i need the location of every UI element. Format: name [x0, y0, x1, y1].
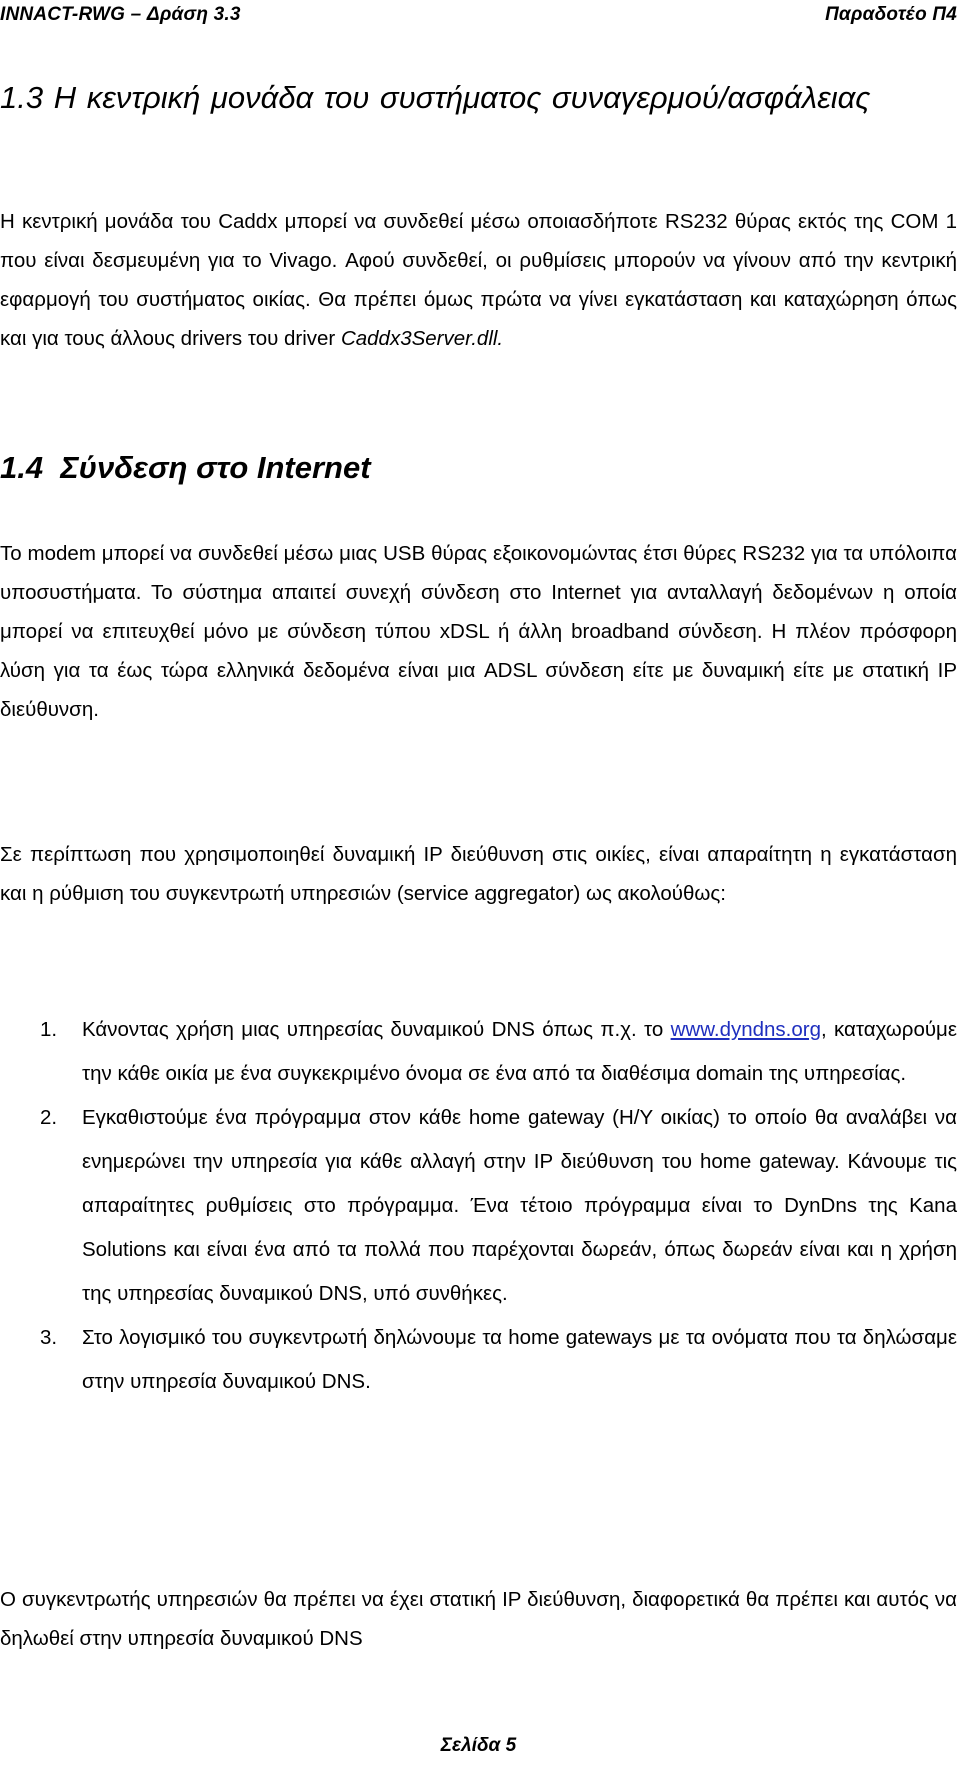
list-item-number: 1.	[40, 1018, 58, 1041]
list-item-number: 2.	[40, 1106, 58, 1129]
list-item	[0, 1316, 957, 1404]
list-item-text-after-link: , καταχωρούμε την κάθε οικία με ένα συγκεκριμένο όνομα σε ένα από τα διαθέσιμα domain της υπηρεσίας.	[82, 1018, 958, 1085]
section-title-1-3: Η κεντρική μονάδα του συστήματος συναγερμού/ασφάλειας	[53, 80, 871, 115]
paragraph-modem: Το modem μπορεί να συνδεθεί μέσω μιας USB θύρας εξοικονομώντας έτσι θύρες RS232 για τα υπόλοιπα υποσυστήματα. Το σύστημα απαιτεί συνεχή σύνδεση στο Internet για ανταλλαγή δεδομένων η οποία μπορεί να επιτευχθεί μόνο με σύνδεση τύπου xDSL ή άλλη broadband σύνδεση. Η πλέον πρόσφορη λύση για τα έως τώρα ελληνικά δεδομένα είναι μια ADSL σύνδεση είτε με δυναμική είτε με στατική IP διεύθυνση.	[0, 542, 957, 721]
driver-filename: Caddx3Server.dll.	[340, 327, 504, 350]
page-number: Σελίδα 5	[440, 1735, 517, 1756]
section-number-1-4: 1.4	[0, 450, 44, 485]
list-item	[0, 1096, 957, 1316]
section-title-1-4: Σύνδεση στο Internet	[60, 450, 371, 485]
dyndns-link[interactable]: www.dyndns.org	[670, 1018, 822, 1041]
paragraph-caddx	[0, 202, 957, 358]
header-deliverable-label: Παραδοτέο Π4	[825, 4, 957, 25]
paragraph-dynamic-ip: Σε περίπτωση που χρησιμοποιηθεί δυναμική IP διεύθυνση στις οικίες, είναι απαραίτητη η εγκατάσταση και η ρύθμιση του συγκεντρωτή υπηρεσιών (service aggregator) ως ακολούθως:	[0, 843, 957, 905]
list-item-text: Εγκαθιστούμε ένα πρόγραμμα στον κάθε home gateway (Η/Υ οικίας) το οποίο θα αναλάβει να ενημερώνει την υπηρεσία για κάθε αλλαγή στην IP διεύθυνση του home gateway. Κάνουμε τις απαραίτητες ρυθμίσεις στο πρόγραμμα. Ένα τέτοιο πρόγραμμα είναι το DynDns της Kana Solutions και είναι ένα από τα πολλά που παρέχονται δωρεάν, όπως δωρεάν είναι και η χρήση της υπηρεσίας δυναμικού DNS, υπό συνθήκες.	[82, 1106, 957, 1305]
setup-steps-list	[0, 1008, 957, 1404]
section-heading-1-3	[0, 77, 957, 118]
header-project-title: INNACT-RWG – Δράση 3.3	[0, 4, 241, 25]
list-item-number: 3.	[40, 1326, 58, 1349]
paragraph-aggregator: Ο συγκεντρωτής υπηρεσιών θα πρέπει να έχει στατική IP διεύθυνση, διαφορετικά θα πρέπει και αυτός να δηλωθεί στην υπηρεσία δυναμικού DNS	[0, 1588, 957, 1650]
list-item-text	[82, 1008, 957, 1096]
list-item-text: Στο λογισμικό του συγκεντρωτή δηλώνουμε τα home gateways με τα ονόματα που τα δηλώσαμε στην υπηρεσία δυναμικού DNS.	[82, 1326, 957, 1393]
section-heading-1-4	[0, 448, 957, 488]
running-header	[0, 4, 957, 28]
list-item	[0, 1008, 957, 1096]
list-item-text-before-link: Κάνοντας χρήση μιας υπηρεσίας δυναμικού DNS όπως π.χ. το	[82, 1018, 671, 1041]
section-number-1-3: 1.3	[0, 80, 44, 115]
paragraph-caddx-text: Η κεντρική μονάδα του Caddx μπορεί να συνδεθεί μέσω οποιασδήποτε RS232 θύρας εκτός της COM 1 που είναι δεσμευμένη για το Vivago. Αφού συνδεθεί, οι ρυθμίσεις μπορούν να γίνουν από την κεντρική εφαρμογή του συστήματος οικίας. Θα πρέπει όμως πρώτα να γίνει εγκατάσταση και καταχώρηση όπως και για τους άλλους drivers του driver	[0, 210, 957, 350]
